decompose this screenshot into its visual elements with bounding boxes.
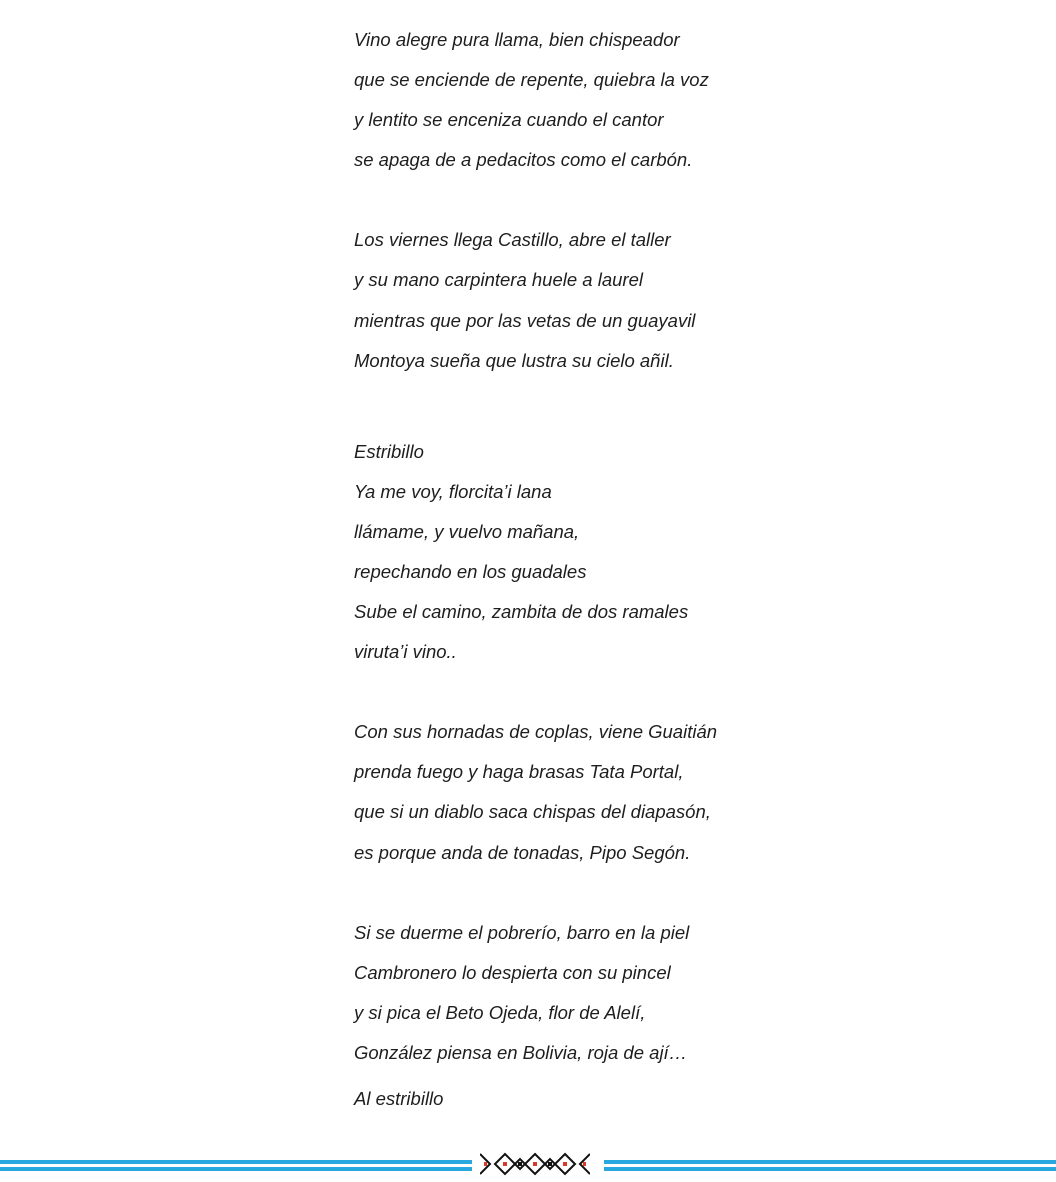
page-footer	[0, 1146, 1056, 1182]
andean-ornament-icon	[480, 1152, 590, 1176]
poem-line: Los viernes llega Castillo, abre el taller	[354, 229, 671, 250]
poem-line: repechando en los guadales	[354, 561, 587, 582]
poem-line: prenda fuego y haga brasas Tata Portal,	[354, 761, 684, 782]
poem-line: Ya me voy, florcita’i lana	[354, 481, 552, 502]
poem-line: Si se duerme el pobrerío, barro en la piel	[354, 922, 690, 943]
poem-line: Con sus hornadas de coplas, viene Guaitián	[354, 721, 718, 742]
poem-line: y lentito se enceniza cuando el cantor	[354, 109, 664, 130]
refrain-heading: Estribillo	[354, 441, 424, 462]
footer-stripe-right-bottom	[604, 1167, 1056, 1171]
footer-stripe-left-bottom	[0, 1167, 472, 1171]
poem-line: Sube el camino, zambita de dos ramales	[354, 601, 689, 622]
refrain-cue: Al estribillo	[354, 1088, 444, 1109]
footer-stripe-right-top	[604, 1160, 1056, 1164]
poem-line: que si un diablo saca chispas del diapasón,	[354, 801, 711, 822]
poem-line: llámame, y vuelvo mañana,	[354, 521, 580, 542]
poem-line: González piensa en Bolivia, roja de ají…	[354, 1042, 688, 1063]
footer-stripe-left-top	[0, 1160, 472, 1164]
poem-line: mientras que por las vetas de un guayavil	[354, 310, 696, 331]
poem-line: es porque anda de tonadas, Pipo Segón.	[354, 842, 691, 863]
poem-line: que se enciende de repente, quiebra la voz	[354, 69, 709, 90]
poem-line: Montoya sueña que lustra su cielo añil.	[354, 350, 674, 371]
poem-line: y su mano carpintera huele a laurel	[354, 269, 643, 290]
poem-line: se apaga de a pedacitos como el carbón.	[354, 149, 693, 170]
poem-line: viruta’i vino..	[354, 641, 457, 662]
poem-line: Cambronero lo despierta con su pincel	[354, 962, 671, 983]
poem-line: y si pica el Beto Ojeda, flor de Alelí,	[354, 1002, 646, 1023]
poem-line: Vino alegre pura llama, bien chispeador	[354, 29, 680, 50]
